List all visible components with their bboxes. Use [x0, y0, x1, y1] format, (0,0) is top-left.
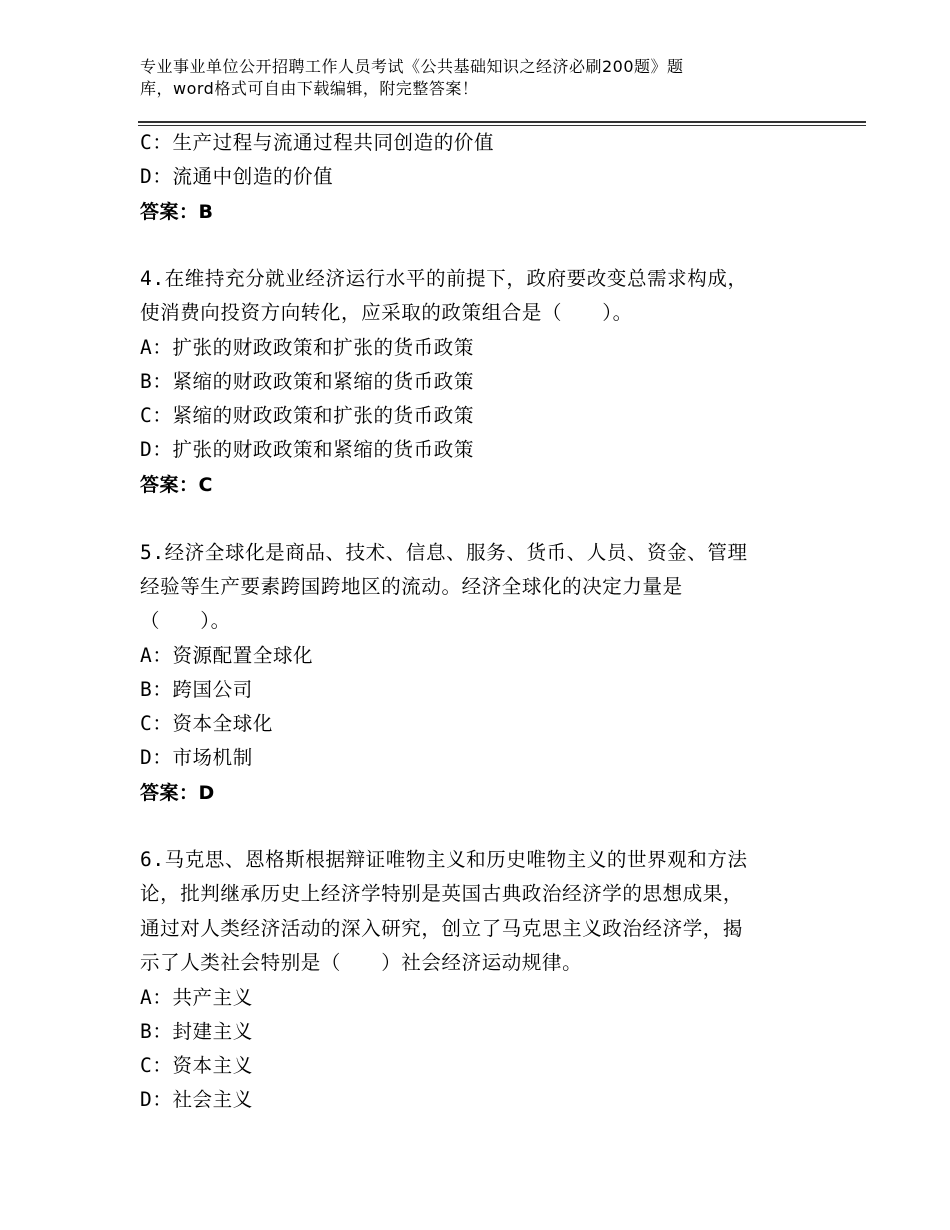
- q3-option-c: C：生产过程与流通过程共同创造的价值: [140, 131, 495, 154]
- q4-answer: 答案：C: [140, 474, 213, 496]
- q4-option-c: C：紧缩的财政政策和扩张的货币政策: [140, 404, 474, 427]
- header-title-line-2: 库，word格式可自由下载编辑，附完整答案！: [140, 79, 479, 98]
- q5-option-a: A：资源配置全球化: [140, 644, 314, 667]
- document-header: [140, 56, 840, 100]
- q3-option-d: D：流通中创造的价值: [140, 165, 334, 188]
- q4-option-a: A：扩张的财政政策和扩张的货币政策: [140, 336, 474, 359]
- q5-answer: 答案：D: [140, 782, 215, 804]
- q6-stem-line-4: 示了人类社会特别是（ ）社会经济运动规律。: [140, 951, 583, 974]
- q6-stem-line-3: 通过对人类经济活动的深入研究，创立了马克思主义政治经济学，揭: [140, 917, 744, 940]
- q5-option-b: B：跨国公司: [140, 678, 253, 701]
- q4-stem-line-2: 使消费向投资方向转化，应采取的政策组合是（ ）。: [140, 301, 633, 324]
- q6-option-c: C：资本主义: [140, 1054, 253, 1077]
- q4-stem-line-1: 4.在维持充分就业经济运行水平的前提下，政府要改变总需求构成，: [140, 267, 748, 290]
- q5-option-d: D：市场机制: [140, 746, 253, 769]
- q6-option-a: A：共产主义: [140, 986, 253, 1009]
- q5-stem-line-3: （ ）。: [140, 609, 231, 632]
- header-title-line-1: 专业事业单位公开招聘工作人员考试《公共基础知识之经济必刷200题》题: [140, 57, 684, 76]
- q5-stem-line-1: 5.经济全球化是商品、技术、信息、服务、货币、人员、资金、管理: [140, 541, 748, 564]
- q4-option-b: B：紧缩的财政政策和紧缩的货币政策: [140, 370, 474, 393]
- header-divider: [138, 121, 866, 126]
- q6-option-b: B：封建主义: [140, 1020, 253, 1043]
- q5-option-c: C：资本全球化: [140, 712, 273, 735]
- q4-option-d: D：扩张的财政政策和紧缩的货币政策: [140, 438, 474, 461]
- q6-option-d: D：社会主义: [140, 1088, 253, 1111]
- q5-stem-line-2: 经验等生产要素跨国跨地区的流动。经济全球化的决定力量是: [140, 575, 683, 598]
- q3-answer: 答案：B: [140, 201, 214, 223]
- q6-stem-line-2: 论，批判继承历史上经济学特别是英国古典政治经济学的思想成果，: [140, 882, 744, 905]
- q6-stem-line-1: 6.马克思、恩格斯根据辩证唯物主义和历史唯物主义的世界观和方法: [140, 848, 748, 871]
